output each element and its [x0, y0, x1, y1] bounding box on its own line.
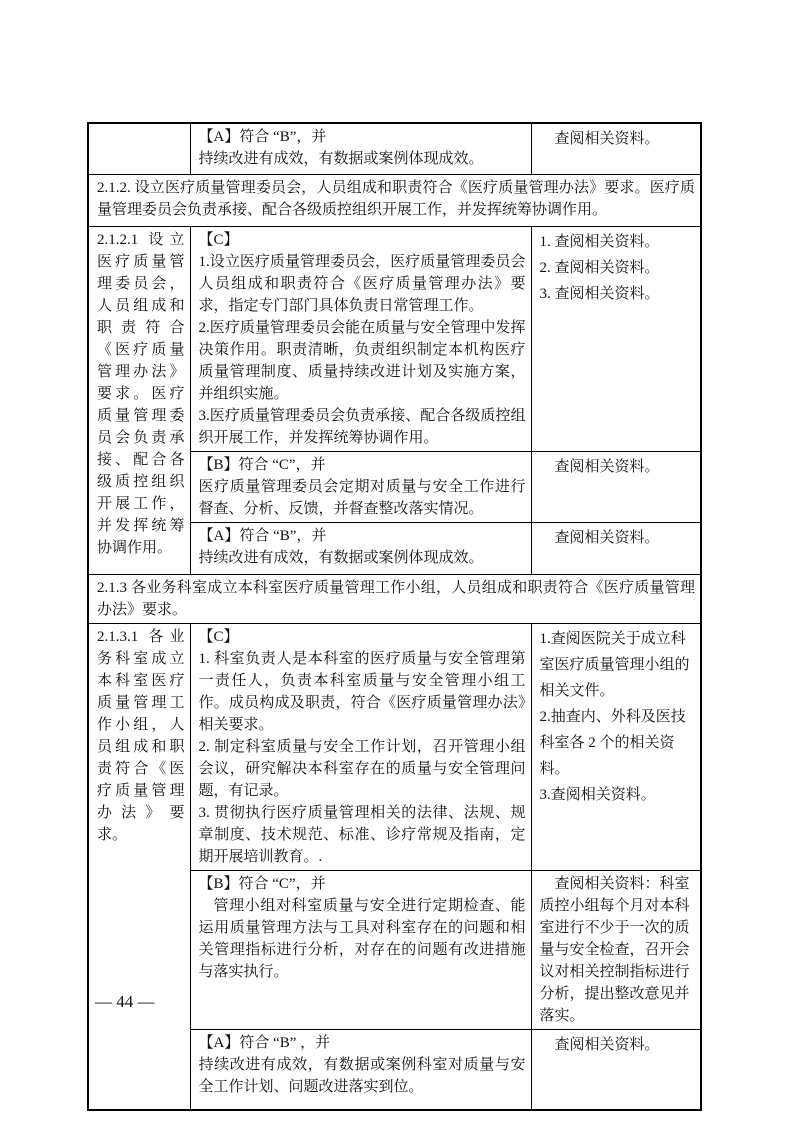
item-2-1-3-1-title: 2.1.3.1 各业务科室成立本科室医疗质量管理工作小组，人员组成和职责符合《医疗质量管理办法》要求。 — [88, 624, 190, 1111]
method-item: 3. 查阅相关资料。 — [539, 286, 660, 302]
cell-grade-a-cont — [190, 123, 531, 175]
cell-method — [531, 123, 701, 175]
grade-c-label: 【C】 — [198, 232, 239, 248]
cell-grade-a — [190, 1030, 531, 1111]
grade-c-item: 3.医疗质量管理委员会负责承接、配合各级质控组织开展工作，并发挥统筹协调作用。 — [198, 408, 526, 446]
section-2-1-2-heading: 2.1.2. 设立医疗质量管理委员会，人员组成和职责符合《医疗质量管理办法》要求。医疗质量管理委员会负责承接、配合各级质控组织开展工作，并发挥统筹协调作用。 — [88, 175, 701, 227]
cell-empty-left — [88, 123, 190, 175]
grade-c-item: 1. 科室负责人是本科室的医疗质量与安全管理第一责任人，负责本科室质量与安全管理小组工作。成员构成及职责，符合《医疗质量管理办法》相关要求。 — [198, 651, 526, 733]
table-row — [88, 575, 701, 624]
cell-method — [531, 1030, 701, 1111]
grade-a-label: 【A】符合 “B” ，并 — [198, 1035, 331, 1051]
grade-b-text: 医疗质量管理委员会定期对质量与安全工作进行督查、分析、反馈，并督查整改落实情况。 — [198, 479, 526, 517]
table-row — [88, 123, 701, 175]
cell-grade-c — [190, 227, 531, 452]
table-row — [88, 227, 701, 452]
grade-a-text: 持续改进有成效，有数据或案例体现成效。 — [198, 151, 484, 167]
method-text: 查阅相关资料。 — [554, 459, 660, 475]
method-item: 1.查阅医院关于成立科室医疗质量管理小组的相关文件。 — [539, 631, 690, 699]
grade-c-item: 2.医疗质量管理委员会能在质量与安全管理中发挥决策作用。职责清晰，负责组织制定本机构医疗质量管理制度、质量持续改进计划及实施方案，并组织实施。 — [198, 320, 526, 402]
method-item: 1. 查阅相关资料。 — [539, 234, 660, 250]
grade-a-text: 持续改进有成效，有数据或案例科室对质量与安全工作计划、问题改进落实到位。 — [198, 1057, 526, 1095]
grade-a-label: 【A】符合 “B”，并 — [198, 528, 327, 544]
grade-a-label: 【A】符合 “B”，并 — [198, 129, 327, 145]
grade-c-item: 2. 制定科室质量与安全工作计划，召开管理小组会议，研究解决本科室存在的质量与安全管理问题，有记录。 — [198, 739, 526, 799]
cell-method — [531, 523, 701, 575]
table-row — [88, 175, 701, 227]
assessment-table — [87, 122, 702, 1111]
method-item: 2. 查阅相关资料。 — [539, 260, 660, 276]
page-number: — 44 — — [95, 992, 155, 1011]
grade-b-label: 【B】符合 “C”，并 — [198, 876, 326, 892]
cell-grade-c — [190, 624, 531, 871]
cell-method — [531, 452, 701, 523]
grade-c-label: 【C】 — [198, 629, 239, 645]
grade-a-text: 持续改进有成效，有数据或案例体现成效。 — [198, 550, 484, 566]
table-row — [88, 624, 701, 871]
cell-grade-a — [190, 523, 531, 575]
method-text: 查阅相关资料。 — [554, 530, 660, 546]
grade-c-item: 1.设立医疗质量管理委员会，医疗质量管理委员会人员组成和职责符合《医疗质量管理办法》要求，指定专门部门具体负责日常管理工作。 — [198, 254, 526, 314]
cell-method — [531, 871, 701, 1030]
item-2-1-2-1-title: 2.1.2.1 设立医疗质量管理委员会，人员组成和职责符合《医疗质量管理办法》要求。医疗质量管理委员会负责承接、配合各级质控组织开展工作，并发挥统筹协调作用。 — [88, 227, 190, 575]
grade-c-item: 3. 贯彻执行医疗质量管理相关的法律、法规、规章制度、技术规范、标准、诊疗常规及指南，定期开展培训教育。. — [198, 805, 526, 865]
cell-method — [531, 227, 701, 452]
method-text: 查阅相关资料：科室质控小组每个月对本科室进行不少于一次的质量与安全检查，召开会议对相关控制指标进行分析，提出整改意见并落实。 — [539, 876, 690, 1024]
grade-b-text: 管理小组对科室质量与安全进行定期检查、能运用质量管理方法与工具对科室存在的问题和相关管理指标进行分析，对存在的问题有改进措施与落实执行。 — [198, 898, 526, 980]
method-text: 查阅相关资料。 — [554, 131, 660, 147]
cell-grade-b — [190, 452, 531, 523]
section-2-1-3-heading: 2.1.3 各业务科室成立本科室医疗质量管理工作小组，人员组成和职责符合《医疗质量管理办法》要求。 — [88, 575, 701, 624]
cell-method — [531, 624, 701, 871]
method-text: 查阅相关资料。 — [554, 1037, 660, 1053]
method-item: 2.抽查内、外科及医技科室各 2 个的相关资料。 — [539, 709, 686, 777]
cell-grade-b — [190, 871, 531, 1030]
method-item: 3.查阅相关资料。 — [539, 787, 656, 803]
grade-b-label: 【B】符合 “C”，并 — [198, 457, 326, 473]
